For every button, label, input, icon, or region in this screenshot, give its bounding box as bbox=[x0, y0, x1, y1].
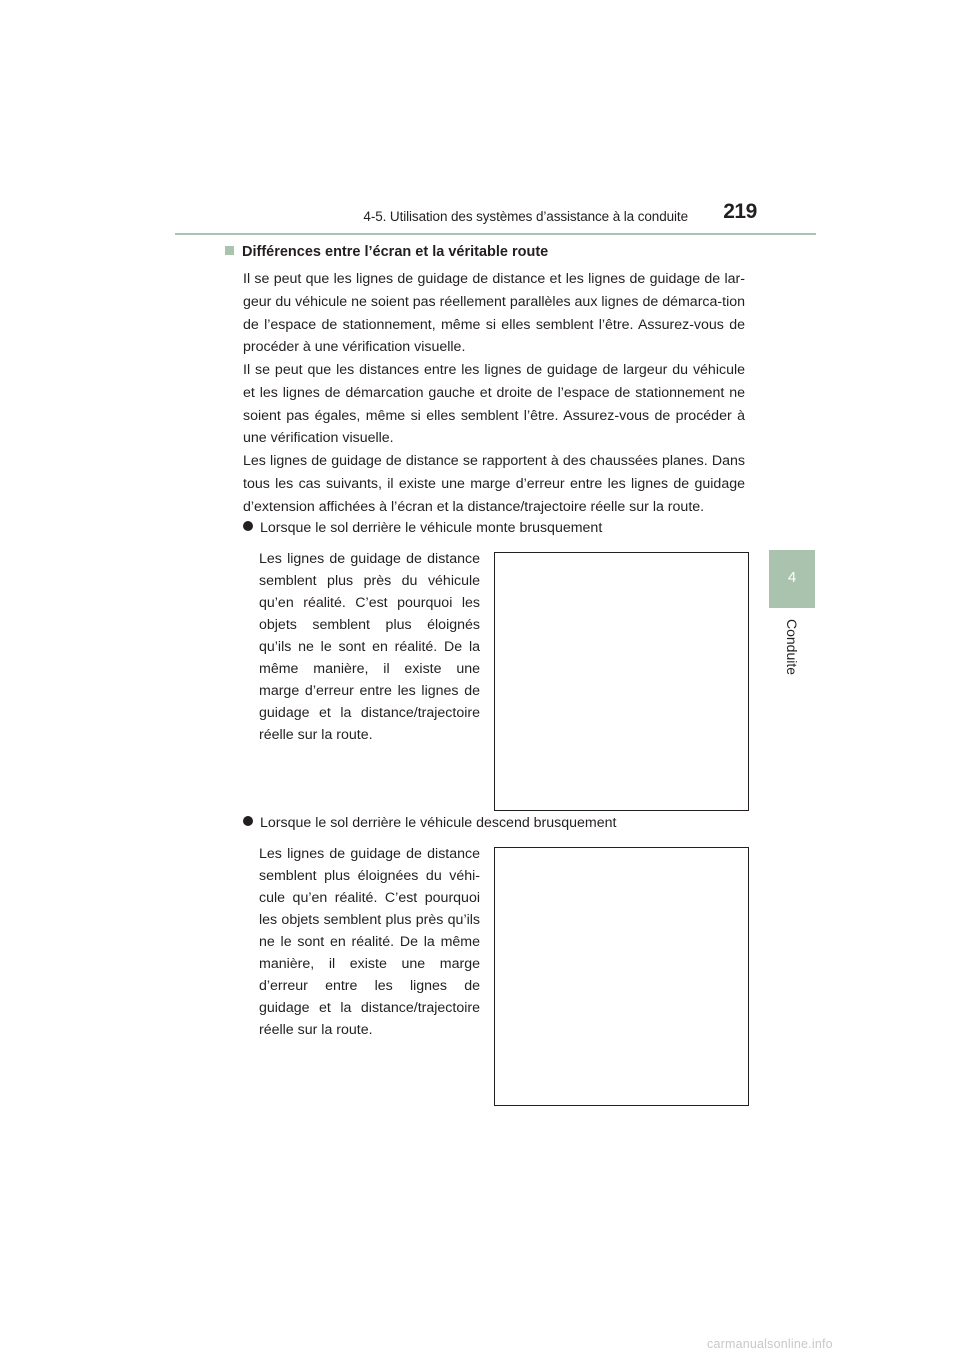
bullet-title: Lorsque le sol derrière le véhicule descend brusquement bbox=[260, 815, 617, 831]
chapter-label bbox=[770, 617, 814, 677]
bullet-item bbox=[243, 520, 602, 536]
square-bullet-icon bbox=[225, 246, 234, 255]
chapter-number: 4 bbox=[787, 569, 797, 586]
bullet-dot-icon bbox=[243, 521, 253, 531]
running-header: 4-5. Utilisation des systèmes d’assistance à la conduite bbox=[363, 209, 688, 224]
illustration-placeholder bbox=[494, 552, 749, 811]
header-divider bbox=[175, 233, 816, 235]
chapter-label-text: Conduite bbox=[784, 618, 800, 676]
chapter-tab bbox=[769, 550, 815, 608]
page-number: 219 bbox=[723, 200, 757, 223]
section-heading bbox=[225, 244, 548, 260]
bullet-title: Lorsque le sol derrière le véhicule monte brusquement bbox=[260, 520, 603, 536]
paragraph: Il se peut que les distances entre les lignes de guidage de largeur du véhicule et les lignes de démarcation gauche et droite de l’espace de stationnement ne soient pas égales, même si elles semblent l’être. Assurez-vous de procéder à une vérification visuelle. bbox=[243, 362, 745, 447]
bullet-dot-icon bbox=[243, 816, 253, 826]
section-heading-text: Différences entre l’écran et la véritable route bbox=[242, 244, 549, 260]
paragraph: Il se peut que les lignes de guidage de distance et les lignes de guidage de lar-geur du véhicule ne soient pas réellement parallèles aux lignes de démarca-tion de l’espace de stationnement, même si elles semblent l’être. Assurez-vous de procéder à une vérification visuelle. bbox=[243, 271, 745, 356]
illustration-placeholder bbox=[494, 847, 749, 1106]
bullet-description: Les lignes de guidage de distance semblent plus près du véhicule qu’en réalité. C’est pourquoi les objets semblent plus éloignés qu’ils ne le sont en réalité. De la même manière, il existe une marge d’erreur entre les lignes de guidage et la distance/trajectoire réelle sur la route. bbox=[259, 551, 480, 743]
paragraph: Les lignes de guidage de distance se rapportent à des chaussées planes. Dans tous les cas suivants, il existe une marge d’erreur entre les lignes de guidage d’extension affichées à l’écran et la distance/trajectoire réelle sur la route. bbox=[243, 453, 745, 515]
watermark: carmanualsonline.info bbox=[707, 1337, 833, 1351]
bullet-description: Les lignes de guidage de distance semblent plus éloignées du véhi-cule qu’en réalité. C’est pourquoi les objets semblent plus près qu’ils ne le sont en réalité. De la même manière, il existe une marge d’erreur entre les lignes de guidage et la distance/trajectoire réelle sur la route. bbox=[259, 846, 480, 1038]
bullet-item bbox=[243, 815, 616, 831]
